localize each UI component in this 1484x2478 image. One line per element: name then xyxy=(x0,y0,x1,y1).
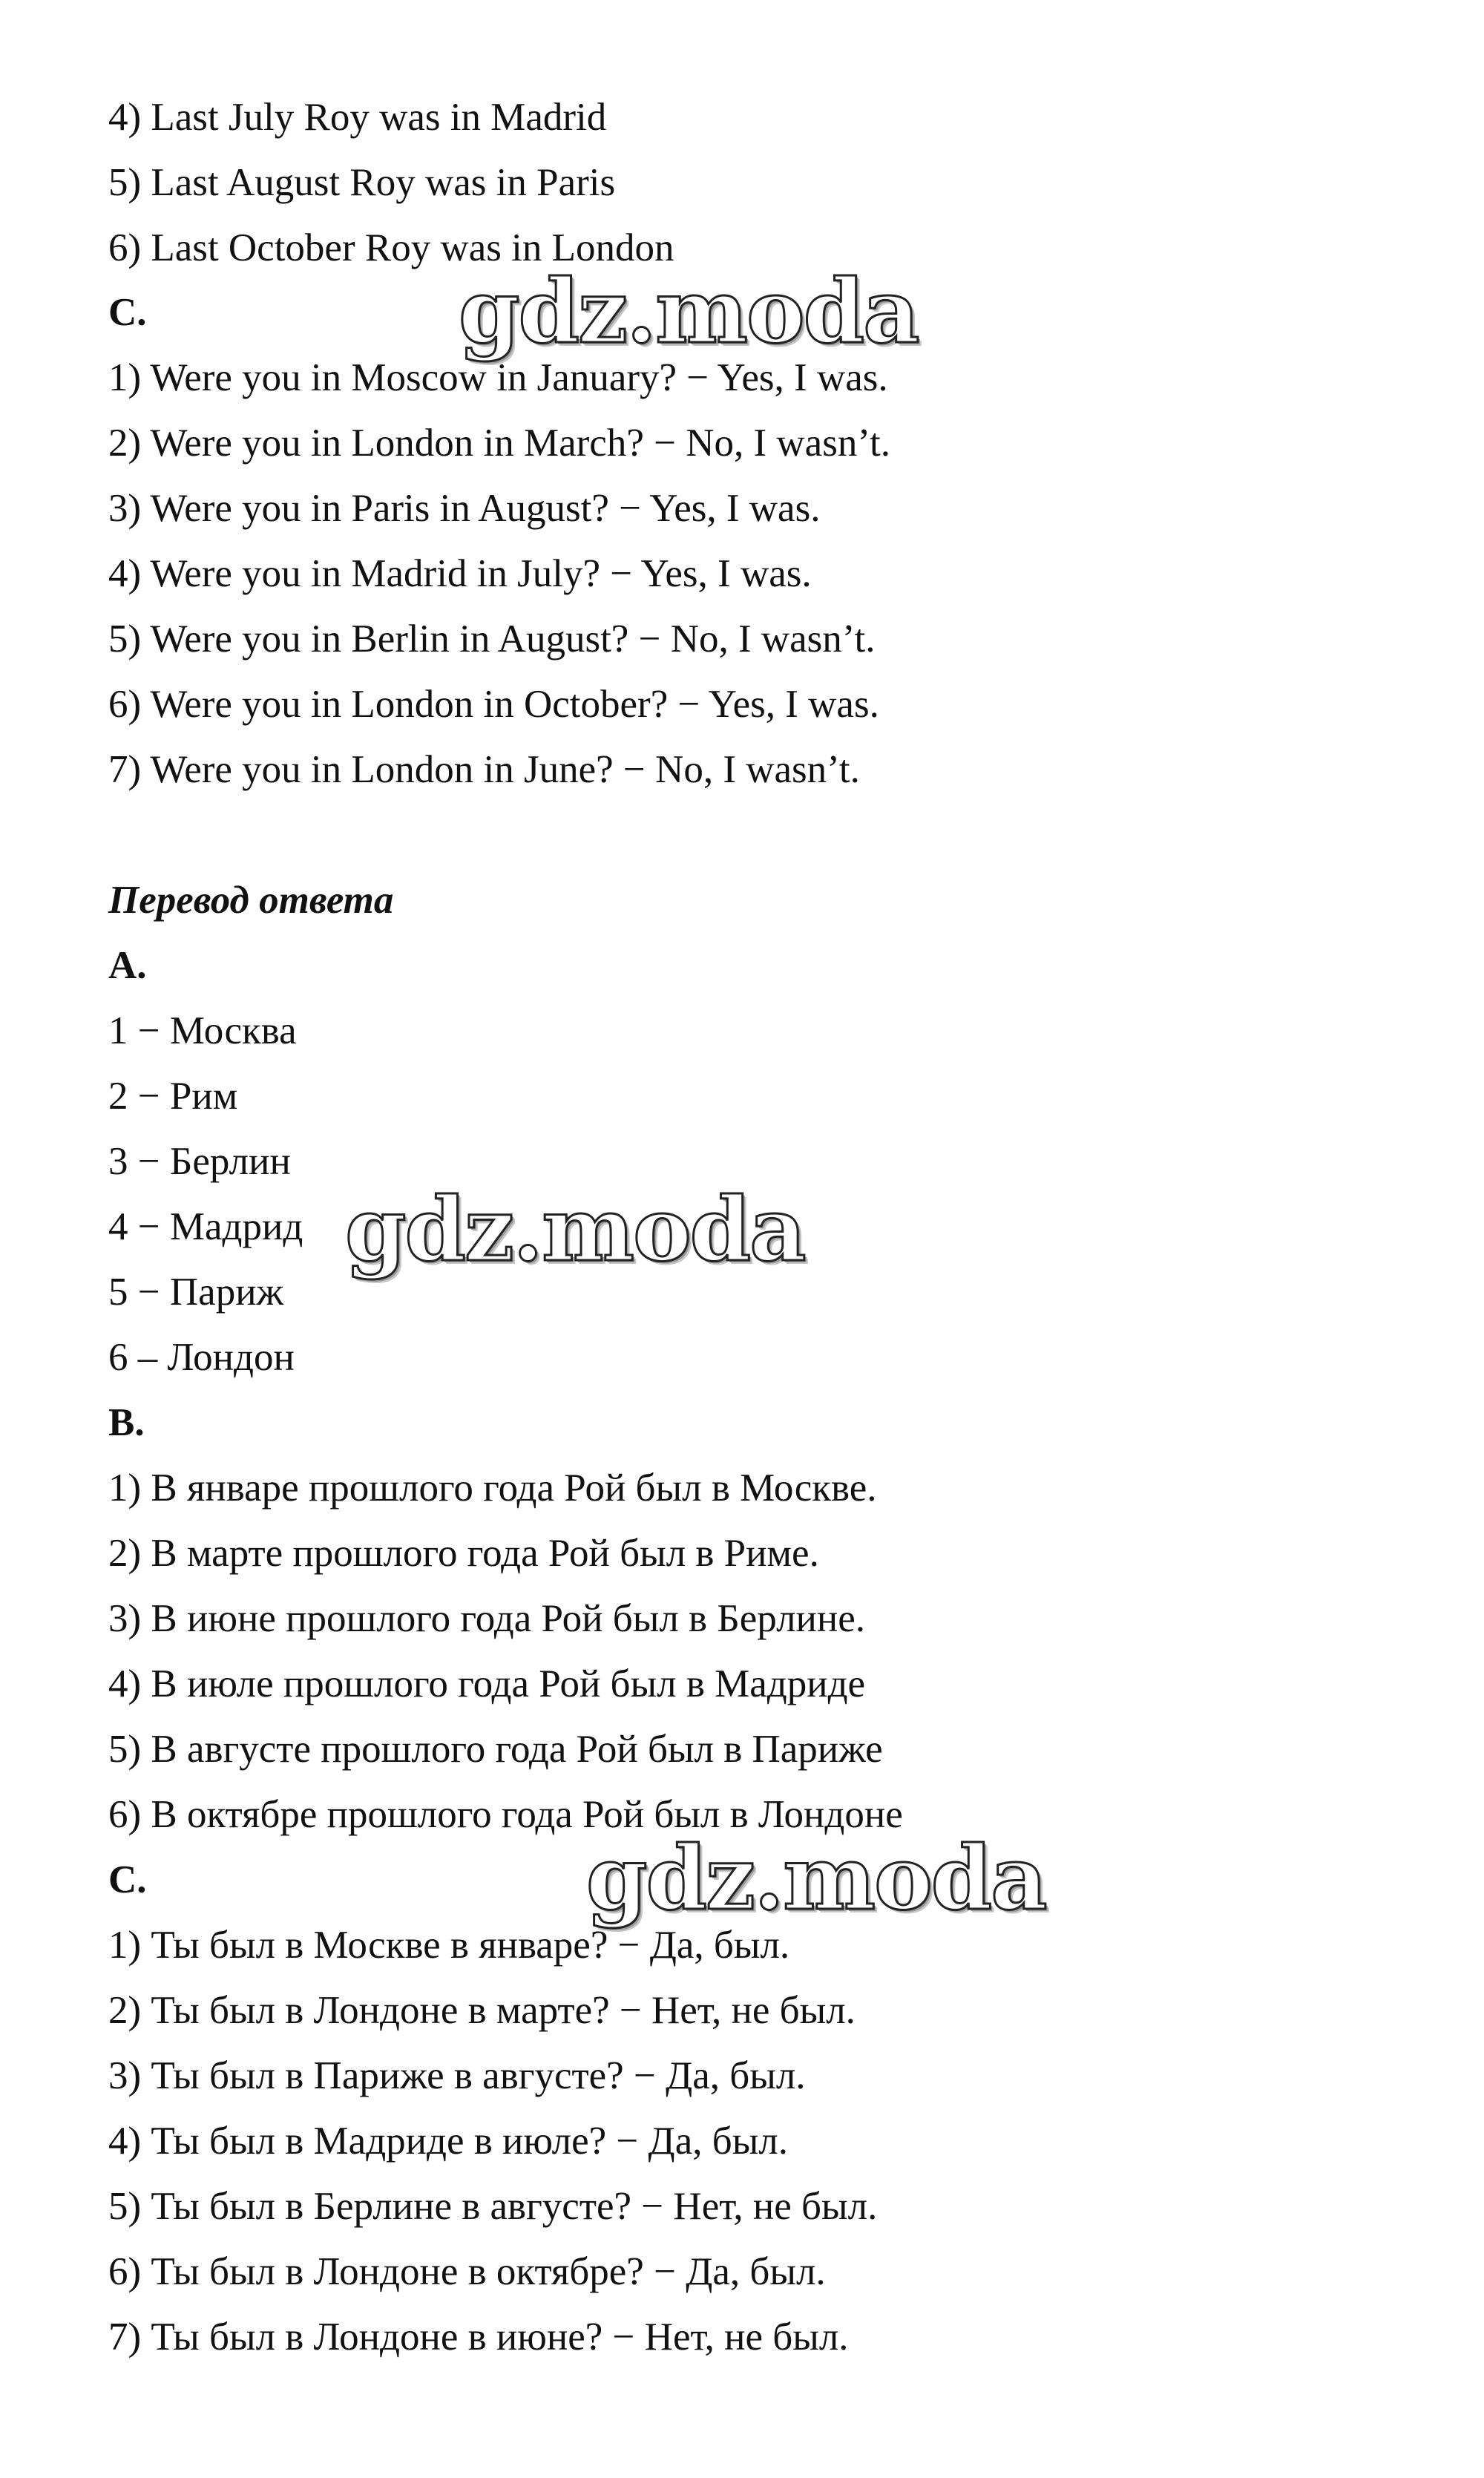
translation-a-item-1: 1 − Москва xyxy=(108,1009,297,1052)
translation-b-item-6: 6) В октябре прошлого года Рой был в Лондоне xyxy=(108,1793,903,1836)
c-answer-4: 4) Were you in Madrid in July? − Yes, I was. xyxy=(108,552,812,595)
translation-c-item-5: 5) Ты был в Берлине в августе? − Нет, не был. xyxy=(108,2185,878,2228)
b-answer-5: 5) Last August Roy was in Paris xyxy=(108,161,616,204)
c-answer-3: 3) Were you in Paris in August? − Yes, I was. xyxy=(108,487,821,530)
translation-c-item-7: 7) Ты был в Лондоне в июне? − Нет, не был. xyxy=(108,2315,849,2359)
section-c-heading: C. xyxy=(108,291,147,334)
translation-b-item-2: 2) В марте прошлого года Рой был в Риме. xyxy=(108,1532,819,1575)
translation-a-item-3: 3 − Берлин xyxy=(108,1140,291,1183)
watermark-logo: gdz.moda xyxy=(459,260,919,363)
translation-a-item-5: 5 − Париж xyxy=(108,1271,284,1314)
translation-a-item-6: 6 – Лондон xyxy=(108,1336,295,1379)
translation-title: Перевод ответа xyxy=(108,879,394,922)
c-answer-1: 1) Were you in Moscow in January? − Yes, I was. xyxy=(108,356,888,399)
translation-b-item-1: 1) В январе прошлого года Рой был в Москве. xyxy=(108,1466,877,1510)
translation-b-item-5: 5) В августе прошлого года Рой был в Париже xyxy=(108,1728,883,1771)
translation-c-heading: C. xyxy=(108,1858,147,1901)
c-answer-7: 7) Were you in London in June? − No, I wasn’t. xyxy=(108,748,860,791)
translation-b-heading: B. xyxy=(108,1401,145,1444)
translation-a-item-2: 2 − Рим xyxy=(108,1075,238,1118)
translation-b-item-3: 3) В июне прошлого года Рой был в Берлине. xyxy=(108,1597,866,1640)
watermark-logo: gdz.moda xyxy=(345,1178,805,1281)
translation-c-item-2: 2) Ты был в Лондоне в марте? − Нет, не был. xyxy=(108,1989,856,2032)
b-answer-4: 4) Last July Roy was in Madrid xyxy=(108,96,607,139)
c-answer-6: 6) Were you in London in October? − Yes, I was. xyxy=(108,683,879,726)
c-answer-2: 2) Were you in London in March? − No, I wasn’t. xyxy=(108,422,890,465)
translation-c-item-1: 1) Ты был в Москве в январе? − Да, был. xyxy=(108,1924,790,1967)
c-answer-5: 5) Were you in Berlin in August? − No, I wasn’t. xyxy=(108,617,876,661)
translation-a-heading: A. xyxy=(108,944,147,987)
watermark-logo: gdz.moda xyxy=(586,1826,1046,1930)
translation-c-item-6: 6) Ты был в Лондоне в октябре? − Да, был. xyxy=(108,2250,826,2293)
b-answer-6: 6) Last October Roy was in London xyxy=(108,226,674,269)
translation-a-item-4: 4 − Мадрид xyxy=(108,1205,303,1248)
translation-b-item-4: 4) В июле прошлого года Рой был в Мадриде xyxy=(108,1662,866,1705)
translation-c-item-3: 3) Ты был в Париже в августе? − Да, был. xyxy=(108,2054,806,2097)
translation-c-item-4: 4) Ты был в Мадриде в июле? − Да, был. xyxy=(108,2120,789,2163)
